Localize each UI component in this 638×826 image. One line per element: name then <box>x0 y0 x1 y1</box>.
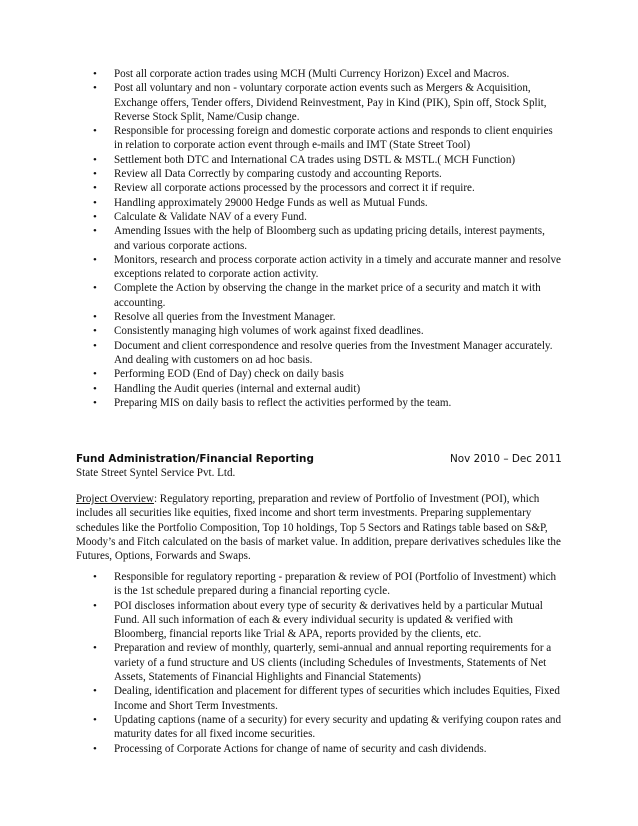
list-item: • Post all voluntary and non - voluntary corporate action events such as Mergers & Acquisition, Exchange offers, Tender offers, Dividend Reinvestment, Pay in Kind (PIK), Spin off, Stock Split, Reverse Stock Split, Name/Cusip change. <box>114 81 562 124</box>
list-item: • Post all corporate action trades using MCH (Multi Currency Horizon) Excel and Macros. <box>114 67 562 81</box>
list-item: • Review all corporate actions processed by the processors and correct it if require. <box>114 181 562 195</box>
job-dates: Nov 2010 – Dec 2011 <box>450 453 562 465</box>
list-item: • Calculate & Validate NAV of a every Fund. <box>114 210 562 224</box>
responsibilities-list-1 <box>114 67 562 410</box>
list-item: • Settlement both DTC and International CA trades using DSTL & MSTL.( MCH Function) <box>114 153 562 167</box>
list-item: • Preparation and review of monthly, quarterly, semi-annual and annual reporting requirements for a variety of a fund structure and US clients (including Schedules of Investments, Statements of Net Assets, Statements of Financial Highlights and Financial Statements) <box>114 641 562 684</box>
company-name: State Street Syntel Service Pvt. Ltd. <box>76 467 236 479</box>
project-overview <box>76 492 564 563</box>
list-item: • Responsible for processing foreign and domestic corporate actions and responds to client enquiries in relation to corporate action event through e-mails and IMT (State Street Tool) <box>114 124 562 153</box>
list-item: • Review all Data Correctly by comparing custody and accounting Reports. <box>114 167 562 181</box>
list-item: • Resolve all queries from the Investment Manager. <box>114 310 562 324</box>
list-item: • Preparing MIS on daily basis to reflect the activities performed by the team. <box>114 396 562 410</box>
list-item: • Dealing, identification and placement for different types of securities which includes Equities, Fixed Income and Short Term Investments. <box>114 684 562 713</box>
list-item: • Complete the Action by observing the change in the market price of a security and match it with accounting. <box>114 281 562 310</box>
list-item: • Handling the Audit queries (internal and external audit) <box>114 382 562 396</box>
list-item: • Processing of Corporate Actions for change of name of security and cash dividends. <box>114 742 562 756</box>
list-item: • POI discloses information about every type of security & derivatives held by a particular Mutual Fund. All such information of each & every individual security is updated & verified with Bloomberg, financial reports like Trial & APA, reports provided by the clients, etc. <box>114 599 562 642</box>
list-item: • Amending Issues with the help of Bloomberg such as updating pricing details, interest payments, and various corporate actions. <box>114 224 562 253</box>
list-item: • Handling approximately 29000 Hedge Funds as well as Mutual Funds. <box>114 196 562 210</box>
project-overview-label: Project Overview <box>76 493 154 505</box>
list-item: • Document and client correspondence and resolve queries from the Investment Manager accurately. And dealing with customers on ad hoc basis. <box>114 339 562 368</box>
responsibilities-list-2 <box>114 570 562 756</box>
list-item: • Responsible for regulatory reporting - preparation & review of POI (Portfolio of Investment) which is the 1st schedule prepared during a financial reporting cycle. <box>114 570 562 599</box>
list-item: • Monitors, research and process corporate action activity in a timely and accurate manner and resolve exceptions related to corporate action activity. <box>114 253 562 282</box>
list-item: • Consistently managing high volumes of work against fixed deadlines. <box>114 324 562 338</box>
project-overview-text: : Regulatory reporting, preparation and review of Portfolio of Investment (POI), which includes all securities like equities, fixed income and short term investments. Preparing supplementary schedules like the Portfolio Composition, Top 10 holdings, Top 5 Sectors and Ratings table based on S&P, Moody’s and Fitch calculated on the basis of market value. In addition, prepare derivatives schedules like the Futures, Options, Forwards and Swaps. <box>76 493 561 563</box>
list-item: • Performing EOD (End of Day) check on daily basis <box>114 367 562 381</box>
job-title: Fund Administration/Financial Reporting <box>76 453 314 465</box>
list-item: • Updating captions (name of a security) for every security and updating & verifying coupon rates and maturity dates for all fixed income securities. <box>114 713 562 742</box>
